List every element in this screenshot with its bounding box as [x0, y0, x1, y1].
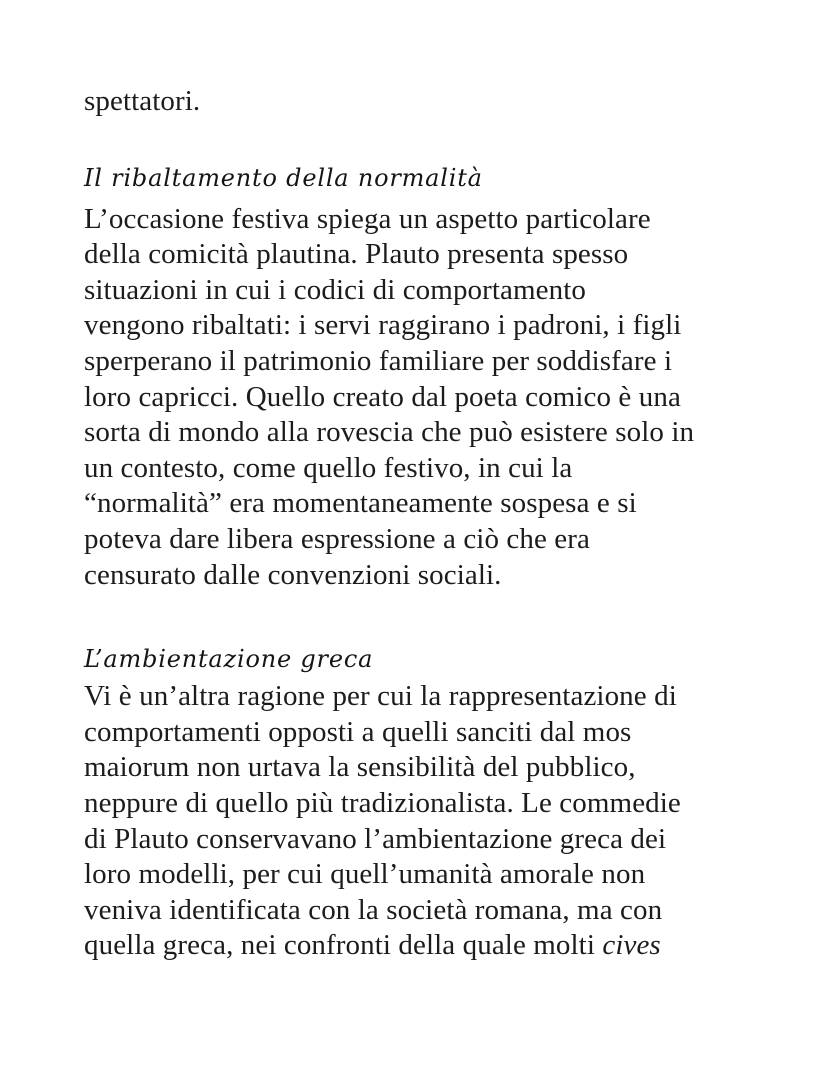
paragraph-line: di Plauto conservavano l’ambientazione greca dei: [84, 822, 667, 855]
paragraph-line: loro capricci. Quello creato dal poeta comico è una: [84, 380, 681, 413]
paragraph-line: della comicità plautina. Plauto presenta spesso: [84, 238, 629, 271]
paragraph-line: neppure di quello più tradizionalista. Le commedie: [84, 786, 681, 819]
paragraph-line: “normalità” era momentaneamente sospesa e si: [84, 487, 637, 520]
section-gap: [84, 120, 764, 162]
section-gap: [84, 593, 764, 643]
paragraph-line: loro modelli, per cui quell’umanità amorale non: [84, 858, 646, 891]
paragraph-line: comportamenti opposti a quelli sanciti dal mos: [84, 715, 632, 748]
paragraph-line: Vi è un’altra ragione per cui la rappresentazione di: [84, 680, 677, 713]
paragraph-line: un contesto, come quello festivo, in cui la: [84, 451, 573, 484]
paragraph-line: poteva dare libera espressione a ciò che era: [84, 522, 590, 555]
paragraph-line: vengono ribaltati: i servi raggirano i padroni, i figli: [84, 309, 682, 342]
opening-line: spettatori.: [84, 85, 201, 117]
paragraph-line: veniva identificata con la società romana, ma con: [84, 893, 663, 926]
paragraph-line: censurato dalle convenzioni sociali.: [84, 558, 502, 591]
section-heading-ambientazione: L’ambientazione greca: [84, 645, 374, 674]
paragraph-line: sorta di mondo alla rovescia che può esistere solo in: [84, 416, 695, 449]
paragraph-ribaltamento: [84, 202, 764, 594]
paragraph-text: quella greca, nei confronti della quale molti: [84, 929, 603, 962]
paragraph-line: situazioni in cui i codici di comportamento: [84, 273, 587, 306]
paragraph-line: maiorum non urtava la sensibilità del pubblico,: [84, 751, 636, 784]
paragraph-line-last: [84, 928, 764, 964]
section-heading-ribaltamento: Il ribaltamento della normalità: [84, 163, 483, 192]
paragraph-ambientazione: [84, 679, 764, 964]
paragraph-line: sperperano il patrimonio familiare per soddisfare i: [84, 344, 673, 377]
paragraph-line: L’occasione festiva spiega un aspetto particolare: [84, 202, 651, 235]
italic-term: cives: [602, 929, 661, 962]
document-page: [84, 84, 764, 964]
